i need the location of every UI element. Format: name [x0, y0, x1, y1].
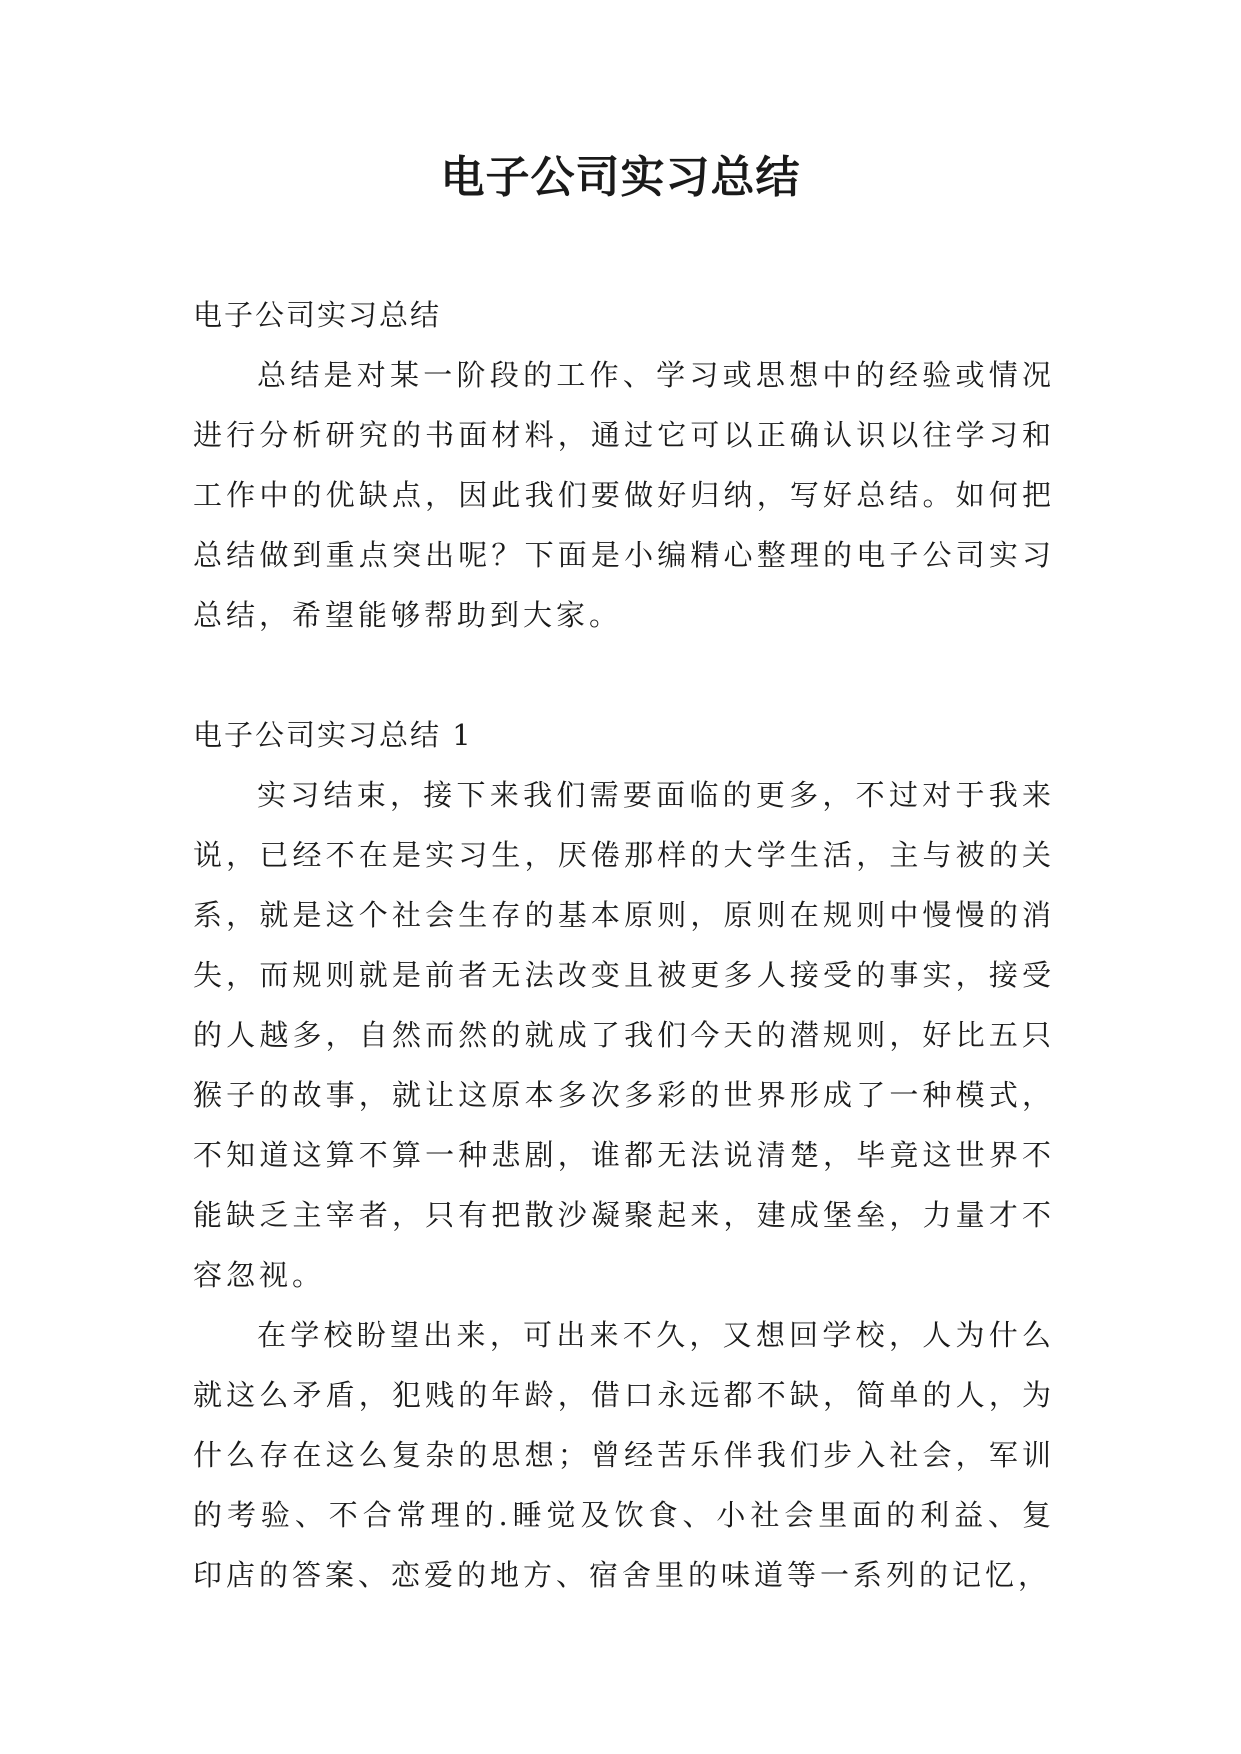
document-body: [193, 285, 1055, 1605]
section-spacer: [193, 645, 1055, 705]
section1-heading: 电子公司实习总结 1: [193, 718, 473, 752]
intro-paragraph: 总结是对某一阶段的工作、学习或思想中的经验或情况进行分析研究的书面材料，通过它可以正确认识以往学习和工作中的优缺点，因此我们要做好归纳，写好总结。如何把总结做到重点突出呢？下面是小编精心整理的电子公司实习总结，希望能够帮助到大家。: [193, 358, 1055, 632]
document-title: 电子公司实习总结: [440, 152, 801, 203]
intro-heading: 电子公司实习总结: [193, 298, 442, 332]
section1-paragraph-2: 在学校盼望出来，可出来不久，又想回学校，人为什么就这么矛盾，犯贱的年龄，借口永远都不缺，简单的人，为什么存在这么复杂的思想；曾经苦乐伴我们步入社会，军训的考验、不合常理的.睡觉及饮食、小社会里面的利益、复印店的答案、恋爱的地方、宿舍里的味道等一系列的记忆，: [193, 1318, 1055, 1592]
section1-paragraph-1: 实习结束，接下来我们需要面临的更多，不过对于我来说，已经不在是实习生，厌倦那样的大学生活，主与被的关系，就是这个社会生存的基本原则，原则在规则中慢慢的消失，而规则就是前者无法改变且被更多人接受的事实，接受的人越多，自然而然的就成了我们今天的潜规则，好比五只猴子的故事，就让这原本多次多彩的世界形成了一种模式，不知道这算不算一种悲剧，谁都无法说清楚，毕竟这世界不能缺乏主宰者，只有把散沙凝聚起来，建成堡垒，力量才不容忽视。: [193, 778, 1055, 1292]
